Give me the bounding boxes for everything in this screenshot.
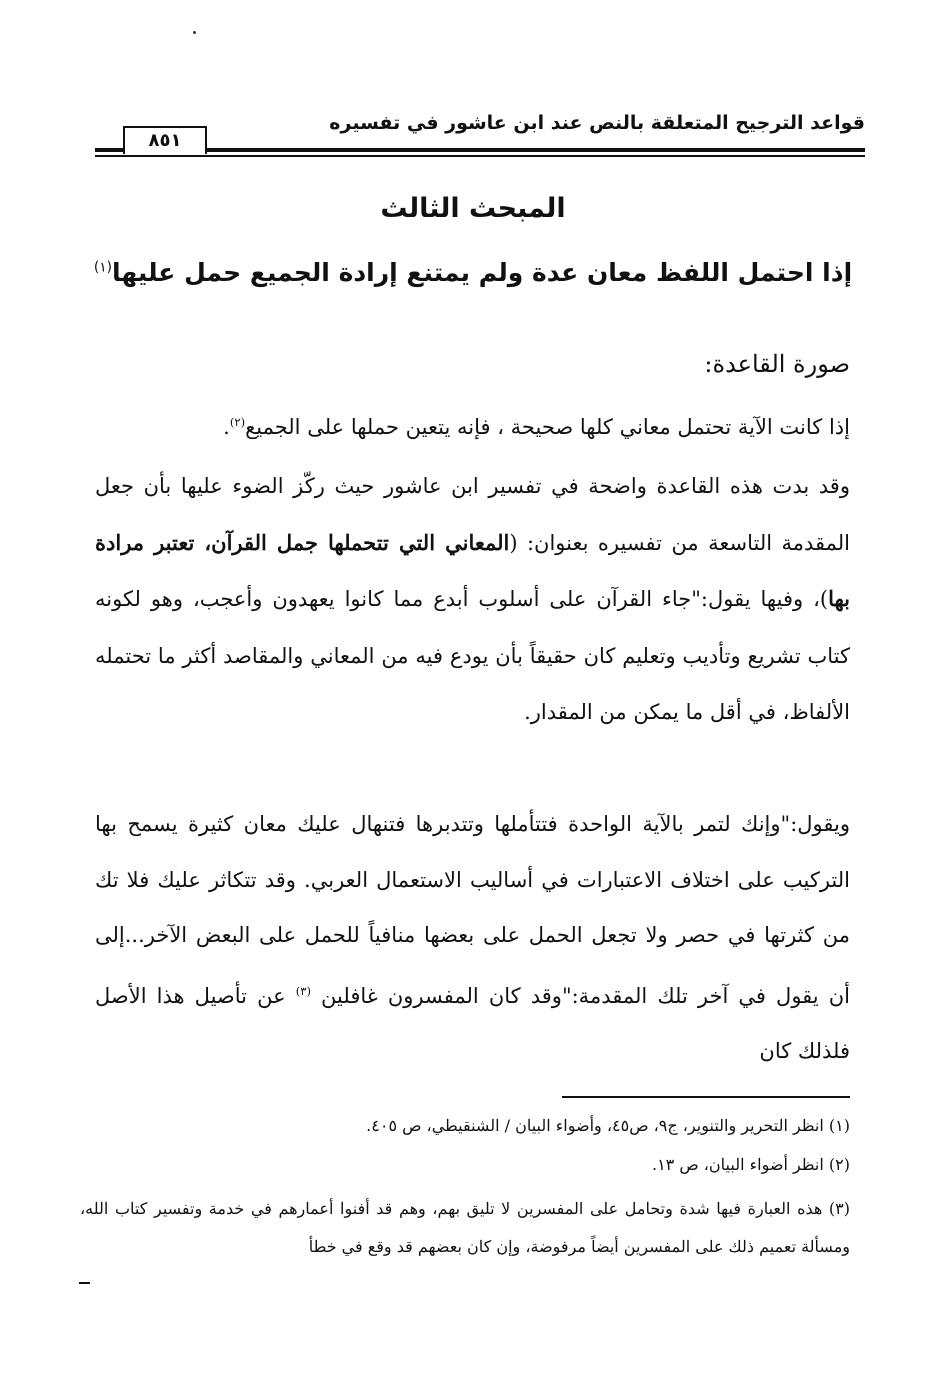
paragraph-1 — [95, 402, 850, 447]
paragraph-1-end: . — [223, 415, 230, 439]
paragraph-3 — [95, 797, 850, 1080]
footnote-2: (٢) انظر أضواء البيان، ص ١٣. — [651, 1155, 850, 1174]
page-number: ٨٥١ — [123, 126, 207, 154]
rule-form-subheading: صورة القاعدة: — [704, 350, 850, 378]
paragraph-2-part-a: وقد بدت هذه القاعدة واضحة في تفسير ابن عاشور حيث ركّز الضوء عليها بأن جعل المقدمة التاسعة من تفسيره بعنوان: ( — [95, 474, 850, 555]
rule-title — [80, 258, 866, 287]
footnote-3: (٣) هذه العبارة فيها شدة وتحامل على المفسرين لا تليق بهم، وهم قد أفنوا أعمارهم في خدمة وتفسير كتاب الله، ومسألة تعميم ذلك على المفسرين أيضاً مرفوضة، وإن كان بعضهم قد وقع في خطأ — [80, 1199, 850, 1256]
section-heading: المبحث الثالث — [380, 193, 566, 224]
header-rule-thin — [95, 155, 865, 157]
scan-speck — [193, 31, 196, 34]
footnotes — [80, 1112, 850, 1278]
rule-title-text: إذا احتمل اللفظ معان عدة ولم يمتنع إرادة الجميع حمل عليها — [111, 258, 853, 287]
running-title: قواعد الترجيح المتعلقة بالنص عند ابن عاشور في تفسيره — [329, 112, 865, 134]
footnote-ref-1: (١) — [93, 259, 112, 276]
header-rule-thick — [95, 148, 865, 152]
paragraph-1-text: إذا كانت الآية تحتمل معاني كلها صحيحة ، فإنه يتعين حملها على الجميع — [245, 415, 850, 439]
footnote-ref-3: (٣) — [295, 983, 311, 998]
introduction-title-bold: المعاني التي تتحملها جمل القرآن، تعتبر مرادة بها — [95, 529, 850, 611]
footnote-separator — [562, 1096, 850, 1098]
footnote-ref-2: (٢) — [229, 415, 246, 429]
paragraph-3-part-a: ويقول:"وإنك لتمر بالآية الواحدة فتتأملها وتتدبرها فتنهال عليك معان كثيرة يسمح بها التركيب على اختلاف الاعتبارات في أساليب الاستعمال العربي. وقد تتكاثر عليك فلا تك من كثرتها في حصر ولا تجعل الحمل على بعضها منافياً للحمل على البعض الآخر...إلى أن يقول في آخر تلك المقدمة:"وقد كان المفسرون غافلين — [95, 812, 850, 1008]
footnote-1: (١) انظر التحرير والتنوير، ج٩، ص٤٥، وأضواء البيان / الشنقيطي، ص ٤٠٥. — [366, 1116, 850, 1135]
continuation-mark — [79, 1282, 90, 1284]
paragraph-2 — [95, 458, 850, 741]
page-header — [95, 104, 865, 156]
paragraph-3-part-b: عن تأصيل هذا الأصل فلذلك كان — [95, 983, 850, 1063]
paragraph-2-part-b: )، وفيها يقول:"جاء القرآن على أسلوب أبدع مما كانوا يعهدون وأعجب، وهو لكونه كتاب تشريع وتأديب وتعليم كان حقيقاً بأن يودع فيه من المعاني والمقاصد أكثر ما تحتمله الألفاظ، في أقل ما يمكن من المقدار. — [95, 587, 850, 724]
